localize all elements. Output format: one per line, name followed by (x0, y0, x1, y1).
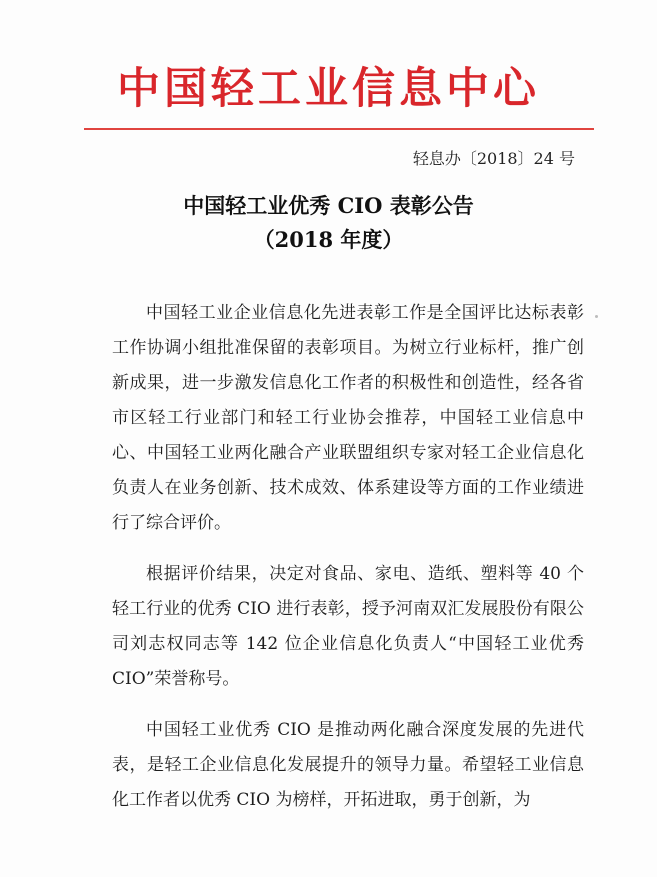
letterhead-divider (84, 128, 594, 130)
document-subtitle: （2018 年度） (253, 227, 404, 252)
body-paragraph: 中国轻工业企业信息化先进表彰工作是全国评比达标表彰工作协调小组批准保留的表彰项目。为树立行业标杆，推广创新成果，进一步激发信息化工作者的积极性和创造性，经各省市区轻工行业部门和轻工行业协会推荐，中国轻工业信息中心、中国轻工业两化融合产业联盟组织专家对轻工企业信息化负责人在业务创新、技术成效、体系建设等方面的工作业绩进行了综合评价。 (112, 303, 584, 533)
document-number: 轻息办〔2018〕24 号 (412, 149, 575, 168)
body-paragraph: 根据评价结果，决定对食品、家电、造纸、塑料等 40 个轻工行业的优秀 CIO 进行表彰，授予河南双汇发展股份有限公司刘志权同志等 142 位企业信息化负责人“中国轻工业优秀 CIO”荣誉称号。 (112, 564, 584, 689)
document-body (112, 296, 584, 818)
document-title: 中国轻工业优秀 CIO 表彰公告 (183, 193, 474, 218)
body-paragraph: 中国轻工业优秀 CIO 是推动两化融合深度发展的先进代表，是轻工企业信息化发展提升的领导力量。希望轻工业信息化工作者以优秀 CIO 为榜样，开拓进取，勇于创新，为 (112, 720, 584, 810)
letterhead-org-name: 中国轻工业信息中心 (117, 64, 540, 114)
scan-speck (595, 315, 598, 318)
